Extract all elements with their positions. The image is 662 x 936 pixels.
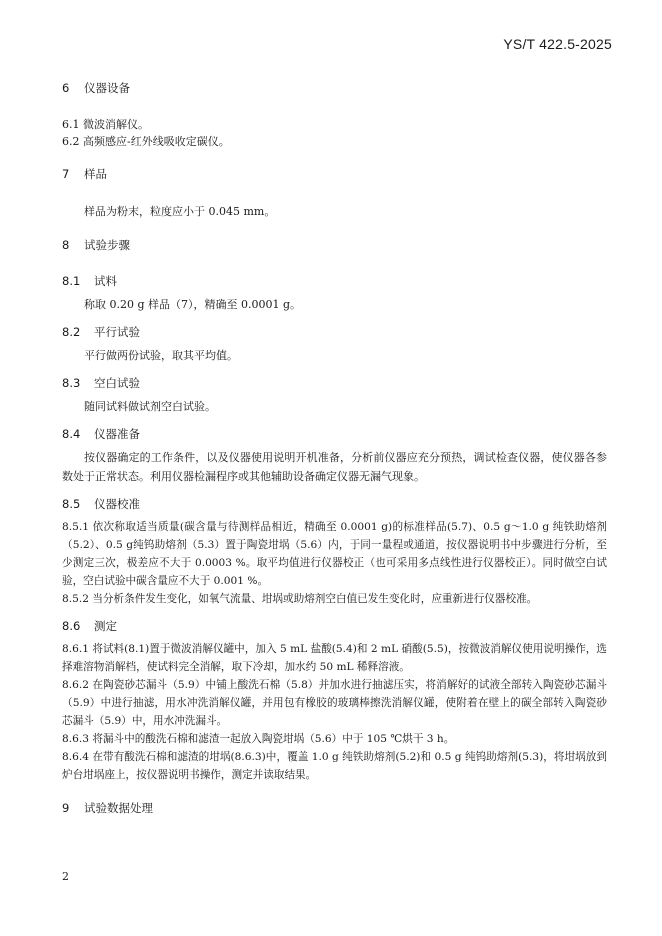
subsection-title: 空白试验 <box>94 376 140 390</box>
clause-8-6-3: 8.6.3 将漏斗中的酸洗石棉和滤渣一起放入陶瓷坩埚（5.6）中于 105 ℃烘干 3 h。 <box>62 733 455 745</box>
list-item: 6.1 微波消解仪。 <box>62 118 149 131</box>
subsection-8-3-heading <box>62 375 607 391</box>
section-7-heading <box>62 166 607 182</box>
subsection-title: 测定 <box>94 619 117 633</box>
section-number: 7 <box>62 167 70 181</box>
list-item: 6.2 高频感应-红外线吸收定碳仪。 <box>62 135 230 148</box>
paragraph: 称取 0.20 g 样品（7），精确至 0.0001 g。 <box>84 298 302 311</box>
subsection-number: 8.3 <box>62 376 81 390</box>
section-6-heading <box>62 80 607 96</box>
subsection-title: 仪器准备 <box>94 427 140 441</box>
section-8-heading <box>62 237 607 253</box>
subsection-number: 8.5 <box>62 497 81 511</box>
section-title: 样品 <box>84 167 107 181</box>
paragraph: 按仪器确定的工作条件，以及仪器使用说明开机准备，分析前仪器应充分预热，调试检查仪器，使仪器各参数处于正常状态。利用仪器检漏程序或其他辅助设备确定仪器无漏气现象。 <box>62 451 607 483</box>
page-number: 2 <box>62 870 69 883</box>
subsection-title: 仪器校准 <box>94 497 140 511</box>
document-code: YS/T 422.5-2025 <box>503 36 612 52</box>
subsection-8-4-heading <box>62 426 607 442</box>
section-number: 9 <box>62 801 70 815</box>
clause-8-6-2: 8.6.2 在陶瓷砂芯漏斗（5.9）中铺上酸洗石棉（5.8）并加水进行抽滤压实，将消解好的试液全部转入陶瓷砂芯漏斗（5.9）中进行抽滤，用水冲洗消解仪罐，并用包有橡胶的玻璃棒擦洗消解仪罐，使附着在壁上的碳全部转入陶瓷砂芯漏斗（5.9）中，用水冲洗漏斗。 <box>62 679 607 727</box>
paragraph: 样品为粉末，粒度应小于 0.045 mm。 <box>84 205 276 218</box>
clause-8-6-4: 8.6.4 在带有酸洗石棉和滤渣的坩埚(8.6.3)中，覆盖 1.0 g 纯铁助熔剂(5.2)和 0.5 g 纯钨助熔剂(5.3)，将坩埚放到炉台坩埚座上，按仪器说明书操作，测定并读取结果。 <box>62 751 607 781</box>
subsection-8-1-heading <box>62 273 607 289</box>
subsection-number: 8.2 <box>62 325 81 339</box>
subsection-number: 8.4 <box>62 427 81 441</box>
section-number: 8 <box>62 238 70 252</box>
section-title: 试验步骤 <box>84 238 130 252</box>
section-9-heading <box>62 800 607 816</box>
section-title: 试验数据处理 <box>84 801 153 815</box>
paragraph: 平行做两份试验，取其平均值。 <box>84 349 238 362</box>
subsection-number: 8.6 <box>62 619 81 633</box>
clause-8-6-1: 8.6.1 将试料(8.1)置于微波消解仪罐中，加入 5 mL 盐酸(5.4)和 2 mL 硝酸(5.5)，按微波消解仪使用说明操作，选择难溶物消解档，使试料完全消解，取下冷却，加水约 50 mL 稀释溶液。 <box>62 643 607 673</box>
subsection-8-5-heading <box>62 496 607 512</box>
subsection-title: 试料 <box>94 274 117 288</box>
subsection-8-6-heading <box>62 618 607 634</box>
subsection-number: 8.1 <box>62 274 81 288</box>
clause-8-5-1: 8.5.1 依次称取适当质量(碳含量与待测样品相近，精确至 0.0001 g)的标准样品(5.7)、0.5 g～1.0 g 纯铁助熔剂（5.2）、0.5 g纯钨助熔剂（5.3）置于陶瓷坩埚（5.6）内，于同一量程或通道，按仪器说明书中步骤进行分析，至少测定三次，极差应不大于 0.0003 %。取平均值进行仪器校正（也可采用多点线性进行仪器校正）。同时做空白试验，空白试验中碳含量应不大于 0.001 %。 <box>62 521 607 587</box>
paragraph: 随同试料做试剂空白试验。 <box>84 400 216 413</box>
clause-8-5-2: 8.5.2 当分析条件发生变化，如氧气流量、坩埚或助熔剂空白值已发生变化时，应重新进行仪器校准。 <box>62 593 538 605</box>
section-title: 仪器设备 <box>84 81 130 95</box>
subsection-title: 平行试验 <box>94 325 140 339</box>
subsection-8-2-heading <box>62 324 607 340</box>
section-number: 6 <box>62 81 70 95</box>
page-content <box>62 80 607 826</box>
